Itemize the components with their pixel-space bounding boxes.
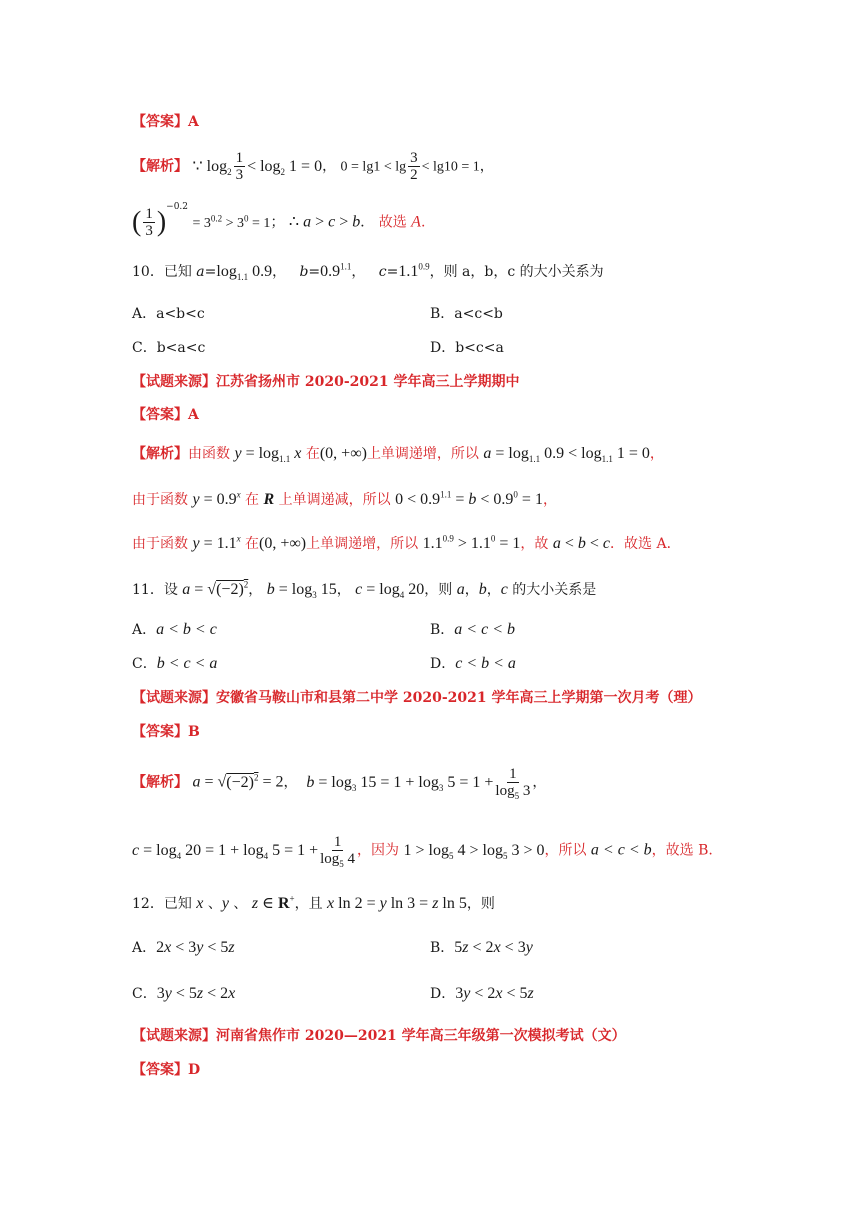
q11-option-c[interactable]: C．b < c < a bbox=[132, 655, 218, 672]
q12-option-b[interactable]: B．5z < 2x < 3y bbox=[430, 939, 533, 956]
q10-analysis-line3: 由于函数 $y = 1.1^x$ 在(0, +∞)上单调递增，所以 $1.1^{0.9} > 1.1^0 = 1$，故 a < b < c．故选 A． bbox=[132, 533, 681, 552]
q11-answer: 【答案】B bbox=[132, 724, 200, 740]
q11-source: 【试题来源】安徽省马鞍山市和县第二中学 2020-2021 学年高三上学期第一次月考（理） bbox=[132, 690, 702, 706]
q12-stem: 12．已知 x 、y 、 z ∈ R+，且 x ln 2 = y ln 3 = z ln 5，则 bbox=[132, 893, 495, 912]
q10-option-c[interactable]: C．b<a<c bbox=[132, 340, 206, 356]
q10-answer: 【答案】A bbox=[132, 407, 199, 423]
q12-option-a[interactable]: A．2x < 3y < 5z bbox=[132, 939, 235, 956]
q10-analysis-line1: 【解析】由函数 $y = \log_{1.1} x$ 在(0, +∞)上单调递增，所以 $a = \log_{1.1} 0.9 < \log_{1.1} 1 = 0$， bbox=[132, 445, 664, 465]
q12-option-d[interactable]: D．3y < 2x < 5z bbox=[430, 985, 534, 1002]
q11-analysis-line1: 【解析】 $a = √(-2)^2 = 2$， $b = \log_3 15 = 1 + \log_3 5 = 1$ + $\frac{1}{\log_5 3}$ ， bbox=[132, 766, 547, 801]
q11-option-a[interactable]: A．a < b < c bbox=[132, 621, 217, 638]
q11-option-b[interactable]: B．a < c < b bbox=[430, 621, 515, 638]
q9-analysis-line2: ( $\frac{1}{3}$ )$^{-0.2} = 3^{0.2} > 3^0 = 1$； ∴ a > c > b． 故选 A. bbox=[132, 201, 426, 239]
q12-answer: 【答案】D bbox=[132, 1062, 201, 1078]
q11-analysis-line2: $c = \log_4 20 = 1 + \log_4 5 = 1$ + $\frac{1}{\log_5 4}$ ，因为 $1 > \log_5 4 > \log_5 3 > 0$，所以 a < c < b，故选 B. bbox=[132, 834, 713, 869]
q9-answer: 【答案】A bbox=[132, 114, 199, 130]
q10-option-b[interactable]: B．a<c<b bbox=[430, 306, 503, 322]
q9-analysis-line1: 【解析】 ∵ $\log_2$ $\frac{1}{3}$ < $\log_2 1 = 0$， 0 = lg1 < lg $\frac{3}{2}$ < lg10 = 1， bbox=[132, 150, 494, 183]
q12-source: 【试题来源】河南省焦作市 2020—2021 学年高三年级第一次模拟考试（文） bbox=[132, 1028, 626, 1044]
q10-stem: 10．已知 $a=\log_{1.1}$ 0.9， $b=0.9^{1.1}$， $c=1.1^{0.9}$，则 a，b，c 的大小关系为 bbox=[132, 261, 604, 283]
q10-option-d[interactable]: D．b<c<a bbox=[430, 340, 504, 356]
q10-source: 【试题来源】江苏省扬州市 2020-2021 学年高三上学期期中 bbox=[132, 374, 520, 390]
q10-option-a[interactable]: A．a<b<c bbox=[132, 306, 205, 322]
q11-option-d[interactable]: D．c < b < a bbox=[430, 655, 516, 672]
q11-stem: 11．设 $a = √(-2)^2$， $b = \log_3 15$， $c = \log_4 20$，则 a，b，c 的大小关系是 bbox=[132, 579, 597, 601]
q10-analysis-line2: 由于函数 $y = 0.9^x$ 在 R 上单调递减，所以 $0 < 0.9^{1.1} = b < 0.9^0 = 1$， bbox=[132, 489, 557, 508]
q12-option-c[interactable]: C．3y < 5z < 2x bbox=[132, 985, 236, 1002]
q9-analysis-label: 【解析】 bbox=[132, 158, 188, 175]
